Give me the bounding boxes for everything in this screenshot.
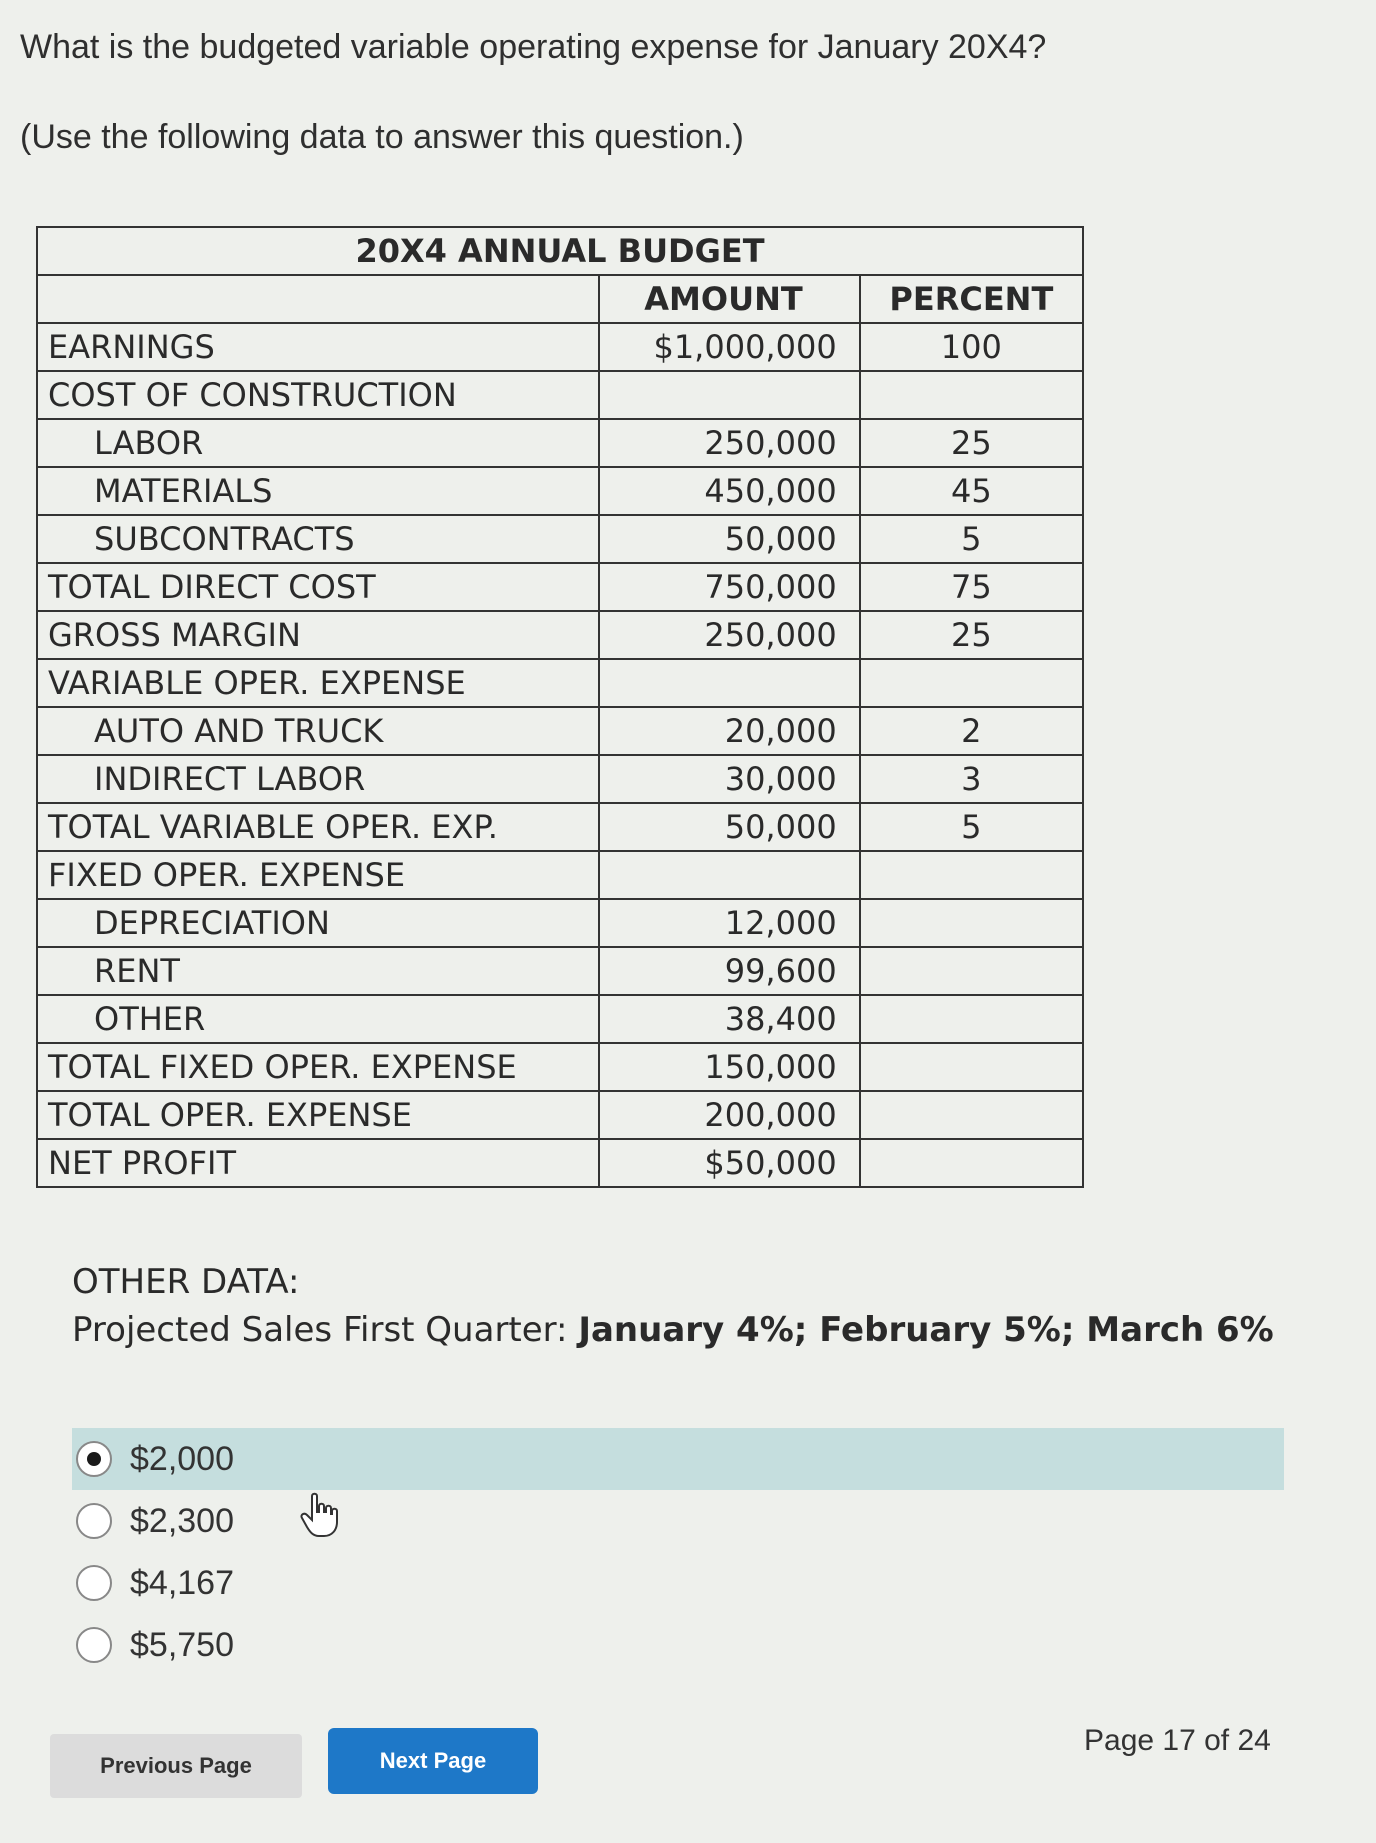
row-percent <box>860 1091 1083 1139</box>
hand-cursor-icon <box>300 1492 340 1538</box>
row-amount: 50,000 <box>599 803 859 851</box>
row-label: FIXED OPER. EXPENSE <box>37 851 599 899</box>
row-percent: 2 <box>860 707 1083 755</box>
radio-icon[interactable] <box>76 1503 112 1539</box>
table-row <box>37 1139 1083 1187</box>
row-label: DEPRECIATION <box>37 899 599 947</box>
question-text: What is the budgeted variable operating expense for January 20X4? <box>20 28 1047 66</box>
page-indicator: Page 17 of 24 <box>1084 1724 1271 1757</box>
table-row <box>37 323 1083 371</box>
row-amount: 99,600 <box>599 947 859 995</box>
answer-option[interactable] <box>72 1490 1284 1552</box>
row-percent <box>860 947 1083 995</box>
radio-icon[interactable] <box>76 1565 112 1601</box>
row-amount <box>599 659 859 707</box>
row-label: TOTAL FIXED OPER. EXPENSE <box>37 1043 599 1091</box>
row-percent: 25 <box>860 419 1083 467</box>
row-amount: 50,000 <box>599 515 859 563</box>
table-row <box>37 371 1083 419</box>
row-label: GROSS MARGIN <box>37 611 599 659</box>
table-row <box>37 803 1083 851</box>
table-row <box>37 419 1083 467</box>
row-label: AUTO AND TRUCK <box>37 707 599 755</box>
row-label: RENT <box>37 947 599 995</box>
other-data-values: January 4%; February 5%; March 6% <box>578 1310 1274 1350</box>
row-amount: $1,000,000 <box>599 323 859 371</box>
other-data-title: OTHER DATA: <box>72 1262 300 1302</box>
table-row <box>37 515 1083 563</box>
row-label: OTHER <box>37 995 599 1043</box>
table-row <box>37 851 1083 899</box>
table-row <box>37 467 1083 515</box>
other-data-text <box>72 1310 1274 1350</box>
row-amount <box>599 851 859 899</box>
row-percent: 3 <box>860 755 1083 803</box>
row-amount: 150,000 <box>599 1043 859 1091</box>
instruction-text: (Use the following data to answer this question.) <box>20 118 744 156</box>
table-row <box>37 899 1083 947</box>
option-label: $5,750 <box>130 1625 234 1664</box>
budget-title: 20X4 ANNUAL BUDGET <box>37 227 1083 275</box>
table-row <box>37 995 1083 1043</box>
row-amount: 750,000 <box>599 563 859 611</box>
row-amount: 200,000 <box>599 1091 859 1139</box>
row-percent <box>860 1139 1083 1187</box>
answer-option[interactable] <box>72 1552 1284 1614</box>
table-row <box>37 659 1083 707</box>
row-label: MATERIALS <box>37 467 599 515</box>
table-row <box>37 707 1083 755</box>
option-label: $4,167 <box>130 1563 234 1602</box>
answer-option[interactable] <box>72 1428 1284 1490</box>
row-percent <box>860 659 1083 707</box>
row-label: TOTAL VARIABLE OPER. EXP. <box>37 803 599 851</box>
row-label: INDIRECT LABOR <box>37 755 599 803</box>
row-percent: 45 <box>860 467 1083 515</box>
answer-option[interactable] <box>72 1614 1284 1676</box>
row-percent <box>860 899 1083 947</box>
row-amount: 450,000 <box>599 467 859 515</box>
answer-options <box>72 1428 1284 1676</box>
table-row <box>37 947 1083 995</box>
row-percent: 5 <box>860 803 1083 851</box>
amount-header: AMOUNT <box>599 275 859 323</box>
row-label: EARNINGS <box>37 323 599 371</box>
percent-header: PERCENT <box>860 275 1083 323</box>
table-row <box>37 1091 1083 1139</box>
row-percent: 25 <box>860 611 1083 659</box>
row-percent: 75 <box>860 563 1083 611</box>
row-amount: $50,000 <box>599 1139 859 1187</box>
row-percent: 100 <box>860 323 1083 371</box>
row-amount: 38,400 <box>599 995 859 1043</box>
row-label: SUBCONTRACTS <box>37 515 599 563</box>
row-amount: 12,000 <box>599 899 859 947</box>
row-percent: 5 <box>860 515 1083 563</box>
table-row <box>37 563 1083 611</box>
option-label: $2,000 <box>130 1439 234 1478</box>
row-amount: 250,000 <box>599 611 859 659</box>
table-row <box>37 611 1083 659</box>
table-row <box>37 1043 1083 1091</box>
row-label: LABOR <box>37 419 599 467</box>
option-label: $2,300 <box>130 1501 234 1540</box>
row-label: TOTAL OPER. EXPENSE <box>37 1091 599 1139</box>
row-amount <box>599 371 859 419</box>
row-percent <box>860 995 1083 1043</box>
row-percent <box>860 851 1083 899</box>
next-page-button[interactable]: Next Page <box>328 1728 538 1794</box>
other-data-prefix: Projected Sales First Quarter: <box>72 1310 568 1350</box>
row-label: COST OF CONSTRUCTION <box>37 371 599 419</box>
row-label: VARIABLE OPER. EXPENSE <box>37 659 599 707</box>
row-amount: 250,000 <box>599 419 859 467</box>
row-amount: 20,000 <box>599 707 859 755</box>
row-percent <box>860 371 1083 419</box>
radio-icon[interactable] <box>76 1627 112 1663</box>
budget-table <box>36 226 1084 1188</box>
previous-page-button[interactable]: Previous Page <box>50 1734 302 1798</box>
row-label: TOTAL DIRECT COST <box>37 563 599 611</box>
row-label: NET PROFIT <box>37 1139 599 1187</box>
radio-selected-icon[interactable] <box>76 1441 112 1477</box>
row-percent <box>860 1043 1083 1091</box>
header-blank <box>37 275 599 323</box>
row-amount: 30,000 <box>599 755 859 803</box>
table-row <box>37 755 1083 803</box>
